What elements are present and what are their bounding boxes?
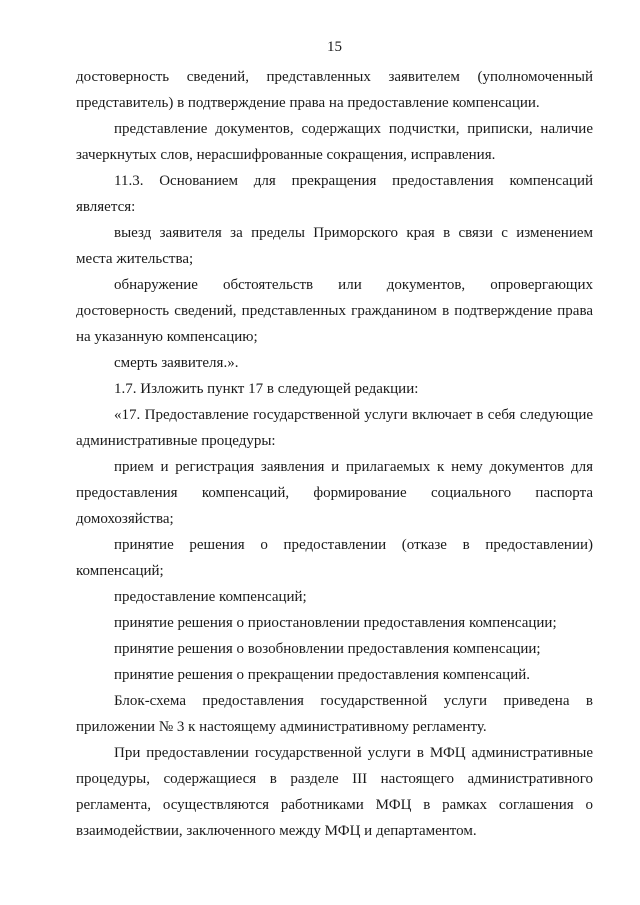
text-line: домохозяйства; (76, 511, 174, 527)
text-line: принятие решения о приостановлении предоставления компенсации; (114, 615, 557, 631)
text-line: «17. Предоставление государственной услуги включает в себя следующие (114, 407, 593, 423)
text-line: достоверность сведений, представленных заявителем (уполномоченный (76, 69, 593, 85)
text-line: регламента, осуществляются работниками МФЦ в рамках соглашения о (76, 797, 593, 813)
document-body (76, 64, 593, 844)
text-line: обнаружение обстоятельств или документов, опровергающих (114, 277, 593, 293)
text-line: принятие решения о возобновлении предоставления компенсации; (114, 641, 541, 657)
text-line: приложении № 3 к настоящему административному регламенту. (76, 719, 487, 735)
text-line: предоставления компенсаций, формирование социального паспорта (76, 485, 593, 501)
text-line: достоверность сведений, представленных гражданином в подтверждение права (76, 303, 593, 319)
text-line: принятие решения о прекращении предоставления компенсаций. (114, 667, 531, 683)
text-line: процедуры, содержащиеся в разделе III настоящего административного (76, 771, 593, 787)
text-line: представитель) в подтверждение права на предоставление компенсации. (76, 95, 540, 111)
text-line: Блок-схема предоставления государственной услуги приведена в (114, 693, 593, 709)
text-line: выезд заявителя за пределы Приморского края в связи с изменением (114, 225, 593, 241)
text-line: на указанную компенсацию; (76, 329, 258, 345)
text-line: административные процедуры: (76, 433, 276, 449)
text-line: 11.3. Основанием для прекращения предоставления компенсаций (114, 173, 593, 189)
text-line: взаимодействии, заключенного между МФЦ и департаментом. (76, 823, 477, 839)
text-line: прием и регистрация заявления и прилагаемых к нему документов для (114, 459, 593, 475)
text-line: предоставление компенсаций; (114, 589, 307, 605)
text-line: зачеркнутых слов, нерасшифрованные сокращения, исправления. (76, 147, 496, 163)
text-line: места жительства; (76, 251, 194, 267)
text-line: принятие решения о предоставлении (отказе в предоставлении) (114, 537, 593, 553)
text-line: представление документов, содержащих подчистки, приписки, наличие (114, 121, 593, 137)
text-line: 1.7. Изложить пункт 17 в следующей редакции: (114, 381, 419, 397)
text-line: компенсаций; (76, 563, 164, 579)
page-number: 15 (327, 39, 342, 55)
text-line: смерть заявителя.». (114, 355, 239, 371)
text-line: При предоставлении государственной услуги в МФЦ административные (114, 745, 593, 761)
text-line: является: (76, 199, 136, 215)
